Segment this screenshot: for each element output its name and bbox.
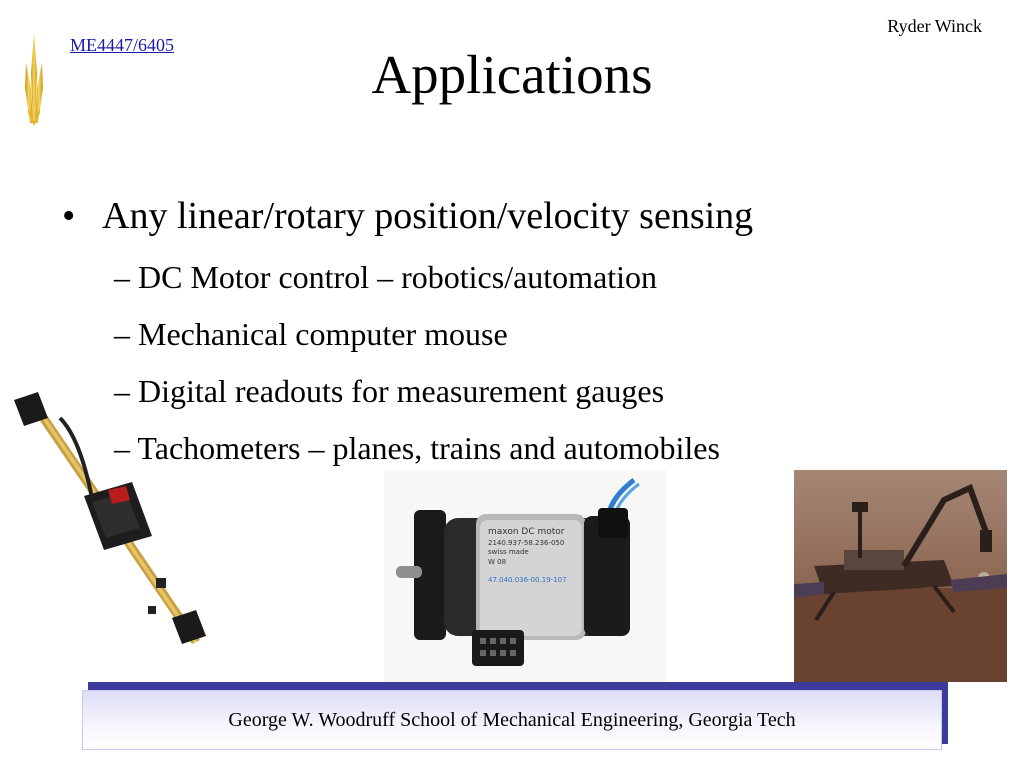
motor-label-line: maxon DC motor [488,527,565,537]
course-code: ME4447/6405 [70,35,175,55]
footer-text: George W. Woodruff School of Mechanical Engineering, Georgia Tech [228,708,796,731]
lander-image [794,470,1007,682]
sub-bullet-tachometers: – Tachometers – planes, trains and automobiles [114,430,720,466]
bullet-dot-icon: • [62,195,76,237]
encoder-strip-image [0,378,215,668]
author-name: Ryder Winck [887,16,982,36]
motor-label-line: 2140.937-58.236-050 [488,539,565,547]
bullet-text: Any linear/rotary position/velocity sensing [102,195,754,237]
dc-motor-image [384,470,666,682]
sub-bullet-dc-motor: – DC Motor control – robotics/automation [114,259,658,295]
sub-bullet-mouse: – Mechanical computer mouse [114,316,508,352]
motor-label-line: W 08 [488,558,507,566]
footer-banner [82,690,942,750]
slide-title: Applications [371,44,653,105]
motor-label-line: swiss made [488,548,529,556]
motor-label-line: 47.040.036-00.19-107 [488,576,567,584]
bullet-item [62,192,962,240]
sub-bullet-readouts: – Digital readouts for measurement gauges [114,373,665,409]
